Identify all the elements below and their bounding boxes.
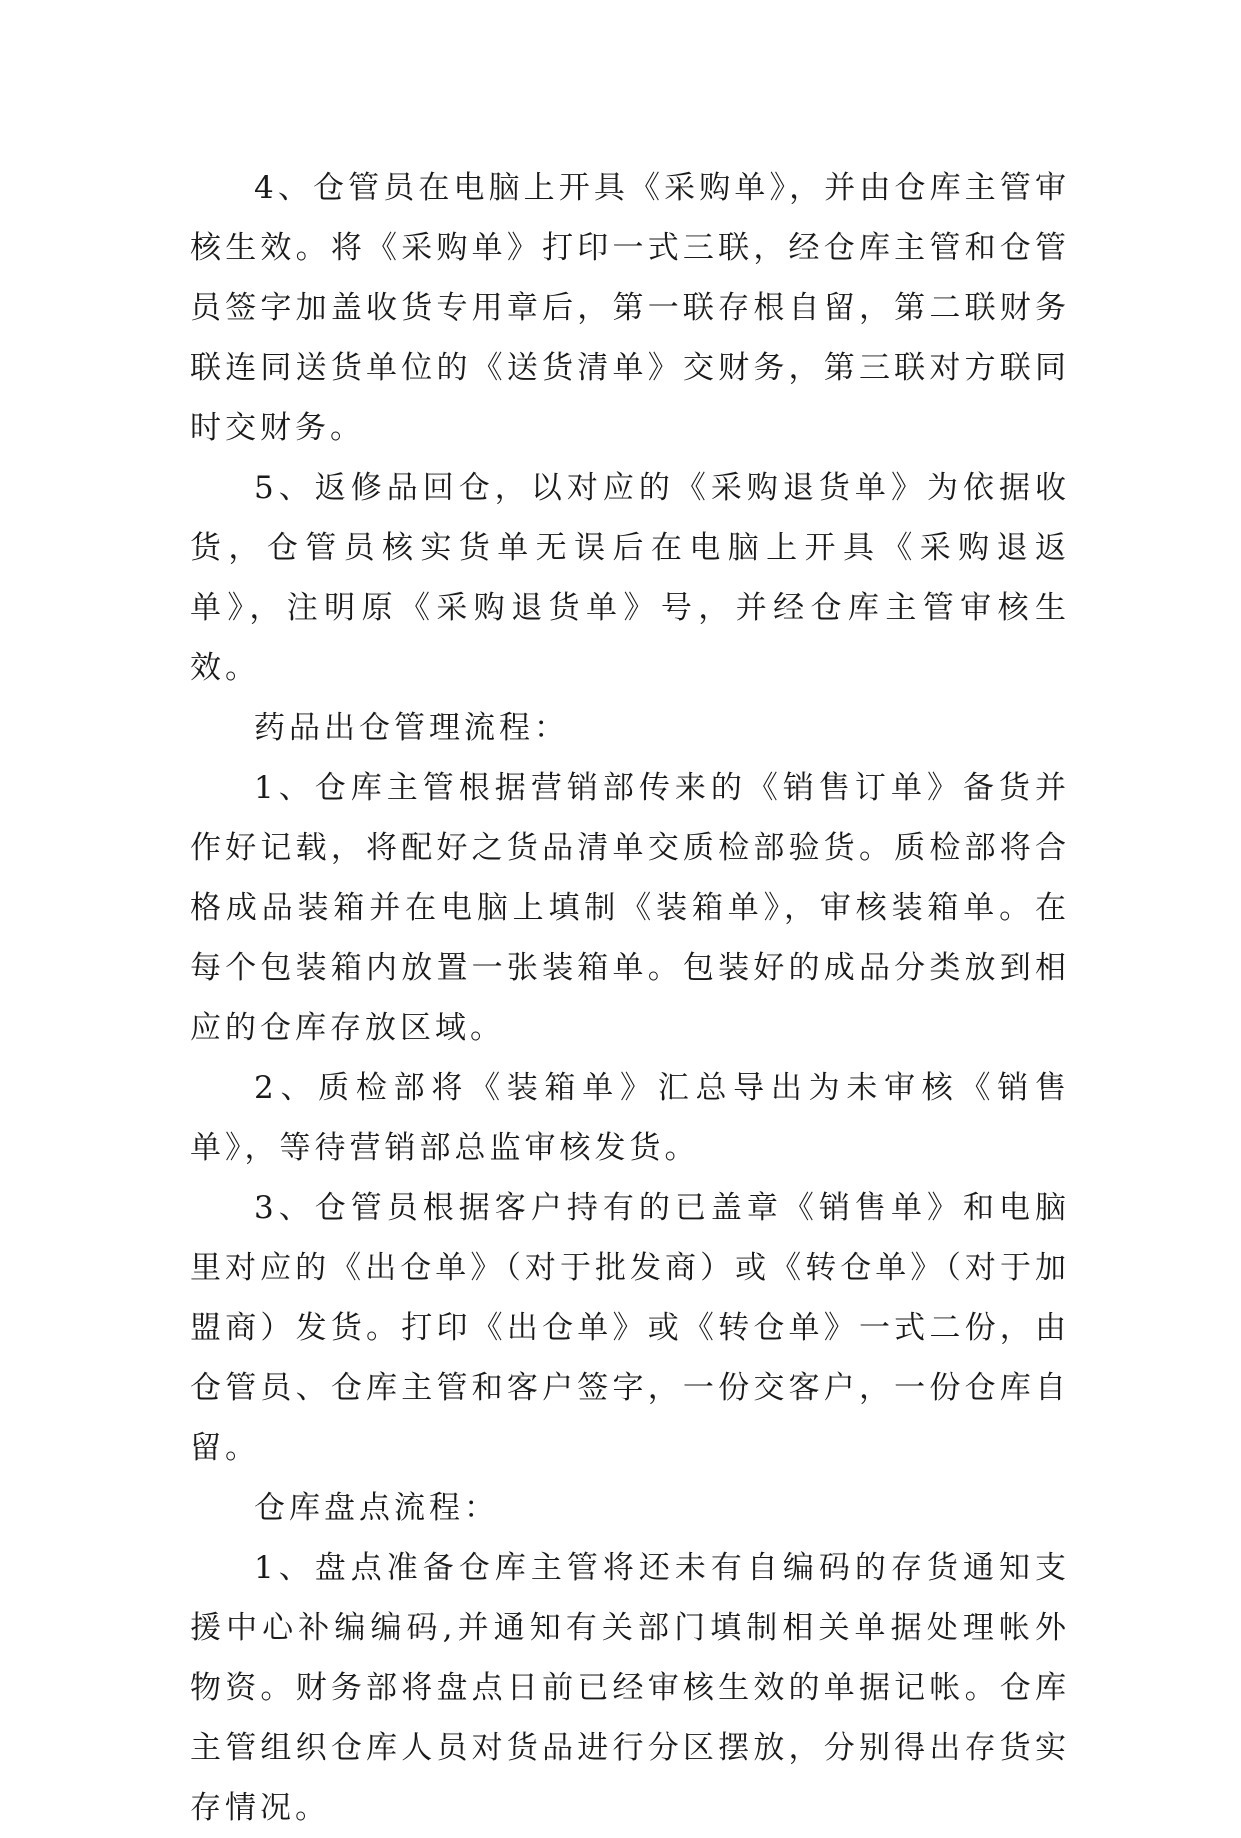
paragraph-purchase-order: 4、仓管员在电脑上开具《采购单》，并由仓库主管审核生效。将《采购单》打印一式三联，经仓库主管和仓管员签字加盖收货专用章后，第一联存根自留，第二联财务联连同送货单位的《送货清单》交财务，第三联对方联同时交财务。 bbox=[190, 170, 1070, 446]
paragraph-inventory-step-1: 1、盘点准备仓库主管将还未有自编码的存货通知支援中心补编编码,并通知有关部门填制相关单据处理帐外物资。财务部将盘点日前已经审核生效的单据记帐。仓库主管组织仓库人员对货品进行分区摆放，分别得出存货实存情况。 bbox=[190, 1550, 1070, 1826]
document-body bbox=[190, 158, 1070, 1838]
heading-outbound-process: 药品出仓管理流程： bbox=[254, 710, 569, 746]
paragraph-repair-return: 5、返修品回仓，以对应的《采购退货单》为依据收货，仓管员核实货单无误后在电脑上开具《采购退返单》，注明原《采购退货单》号，并经仓库主管审核生效。 bbox=[190, 470, 1070, 686]
paragraph-outbound-step-2: 2、质检部将《装箱单》汇总导出为未审核《销售单》，等待营销部总监审核发货。 bbox=[190, 1070, 1070, 1166]
heading-inventory-process: 仓库盘点流程： bbox=[254, 1490, 499, 1526]
paragraph-outbound-step-1: 1、仓库主管根据营销部传来的《销售订单》备货并作好记载，将配好之货品清单交质检部验货。质检部将合格成品装箱并在电脑上填制《装箱单》，审核装箱单。在每个包装箱内放置一张装箱单。包装好的成品分类放到相应的仓库存放区域。 bbox=[190, 770, 1070, 1046]
paragraph-outbound-step-3: 3、仓管员根据客户持有的已盖章《销售单》和电脑里对应的《出仓单》（对于批发商）或《转仓单》（对于加盟商）发货。打印《出仓单》或《转仓单》一式二份，由仓管员、仓库主管和客户签字，一份交客户，一份仓库自留。 bbox=[190, 1190, 1070, 1466]
